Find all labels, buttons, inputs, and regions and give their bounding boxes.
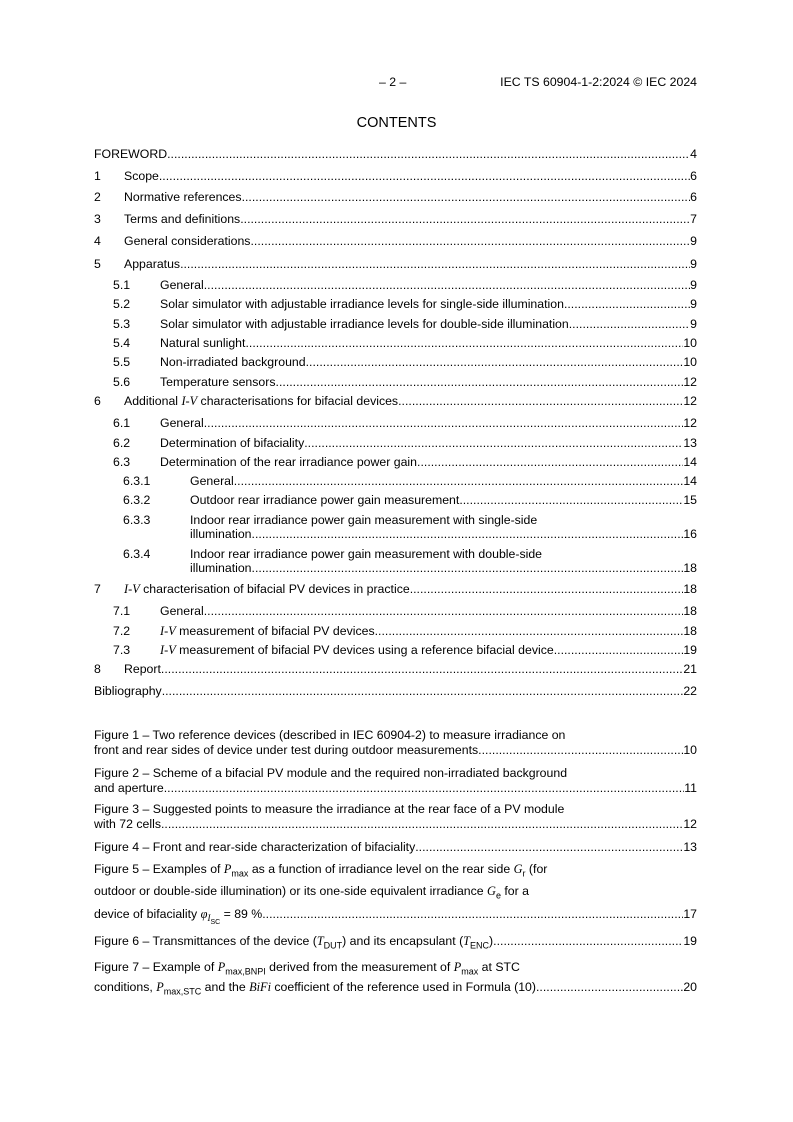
figure-entry-3[interactable]: Figure 3 – Suggested points to measure the irradiance at the rear face of a PV module with 72 cells . . . 12	[94, 802, 697, 832]
toc-entry-7-2[interactable]: 7.2 I-V measurement of bifacial PV devices . . . 18	[113, 624, 697, 638]
toc-entry-1[interactable]: 1 Scope . . . 6	[94, 169, 697, 183]
toc-entry-4[interactable]: 4 General considerations . . . 9	[94, 234, 697, 248]
toc-entry-6-3-3[interactable]: 6.3.3 Indoor rear irradiance power gain measurement with single-side illumination . . . 16	[123, 513, 697, 541]
toc-entry-6[interactable]: 6 Additional I-V characterisations for bifacial devices . . . 12	[94, 394, 697, 408]
toc-entry-foreword[interactable]: FOREWORD . . . 4	[94, 147, 697, 161]
figure-entry-5[interactable]: Figure 5 – Examples of $P_{max}$ as a function of irradiance level on the rear side $G_r$ (for outdoor or double-side illumination) or its one-side equivalent irradiance $G_e$ for a device of bifaciality $\varphi_{I_{SC}} = 89$ % . . . 17	[94, 862, 697, 923]
toc-entry-6-3-2[interactable]: 6.3.2 Outdoor rear irradiance power gain measurement . . . 15	[123, 493, 697, 507]
header-page-number: – 2 –	[379, 75, 407, 89]
toc-entry-6-2[interactable]: 6.2 Determination of bifaciality . . . 13	[113, 436, 697, 450]
toc-entry-7-1[interactable]: 7.1 General . . . 18	[113, 604, 697, 618]
toc-entry-5-4[interactable]: 5.4 Natural sunlight . . . 10	[113, 336, 697, 350]
toc-entry-5-1[interactable]: 5.1 General . . . 9	[113, 278, 697, 292]
figure-entry-7[interactable]: Figure 7 – Example of $P_{max,BNPI}$ derived from the measurement of $P_{max}$ at STC conditions, $P_{max,STC}$ and the BiFi coefficient of the reference used in Formula (10) . . . 20	[94, 960, 697, 994]
figure-entry-2[interactable]: Figure 2 – Scheme of a bifacial PV module and the required non-irradiated background and aperture . . . 11	[94, 766, 697, 796]
figure-entry-4[interactable]: Figure 4 – Front and rear-side characterization of bifaciality . . . 13	[94, 840, 697, 854]
toc-entry-5-2[interactable]: 5.2 Solar simulator with adjustable irradiance levels for single-side illumination . . . 9	[113, 297, 697, 311]
toc-entry-6-1[interactable]: 6.1 General . . . 12	[113, 416, 697, 430]
toc-entry-bibliography[interactable]: Bibliography . . . 22	[94, 684, 697, 698]
toc-entry-3[interactable]: 3 Terms and definitions . . . 7	[94, 212, 697, 226]
contents-title: CONTENTS	[356, 115, 437, 131]
toc-entry-7[interactable]: 7 I-V characterisation of bifacial PV devices in practice . . . 18	[94, 582, 697, 596]
toc-entry-6-3-4[interactable]: 6.3.4 Indoor rear irradiance power gain measurement with double-side illumination . . . 18	[123, 547, 697, 575]
toc-entry-5-5[interactable]: 5.5 Non-irradiated background . . . 10	[113, 355, 697, 369]
toc-entry-7-3[interactable]: 7.3 I-V measurement of bifacial PV devices using a reference bifacial device . . . 19	[113, 643, 697, 657]
toc-entry-8[interactable]: 8 Report . . . 21	[94, 662, 697, 676]
toc-entry-5-3[interactable]: 5.3 Solar simulator with adjustable irradiance levels for double-side illumination . . . 9	[113, 317, 697, 331]
toc-entry-5[interactable]: 5 Apparatus . . . 9	[94, 257, 697, 271]
toc-entry-6-3[interactable]: 6.3 Determination of the rear irradiance power gain . . . 14	[113, 455, 697, 469]
toc-entry-5-6[interactable]: 5.6 Temperature sensors . . . 12	[113, 375, 697, 389]
figure-entry-6[interactable]: Figure 6 – Transmittances of the device $(T_{DUT})$ and its encapsulant $(T_{ENC})$ . . . 19	[94, 934, 697, 948]
figure-entry-1[interactable]: Figure 1 – Two reference devices (described in IEC 60904-2) to measure irradiance on front and rear sides of device under test during outdoor measurements . . . 10	[94, 728, 697, 758]
toc-entry-6-3-1[interactable]: 6.3.1 General . . . 14	[123, 474, 697, 488]
header-standard-id: IEC TS 60904-1-2:2024 © IEC 2024	[500, 75, 697, 89]
toc-entry-2[interactable]: 2 Normative references . . . 6	[94, 190, 697, 204]
